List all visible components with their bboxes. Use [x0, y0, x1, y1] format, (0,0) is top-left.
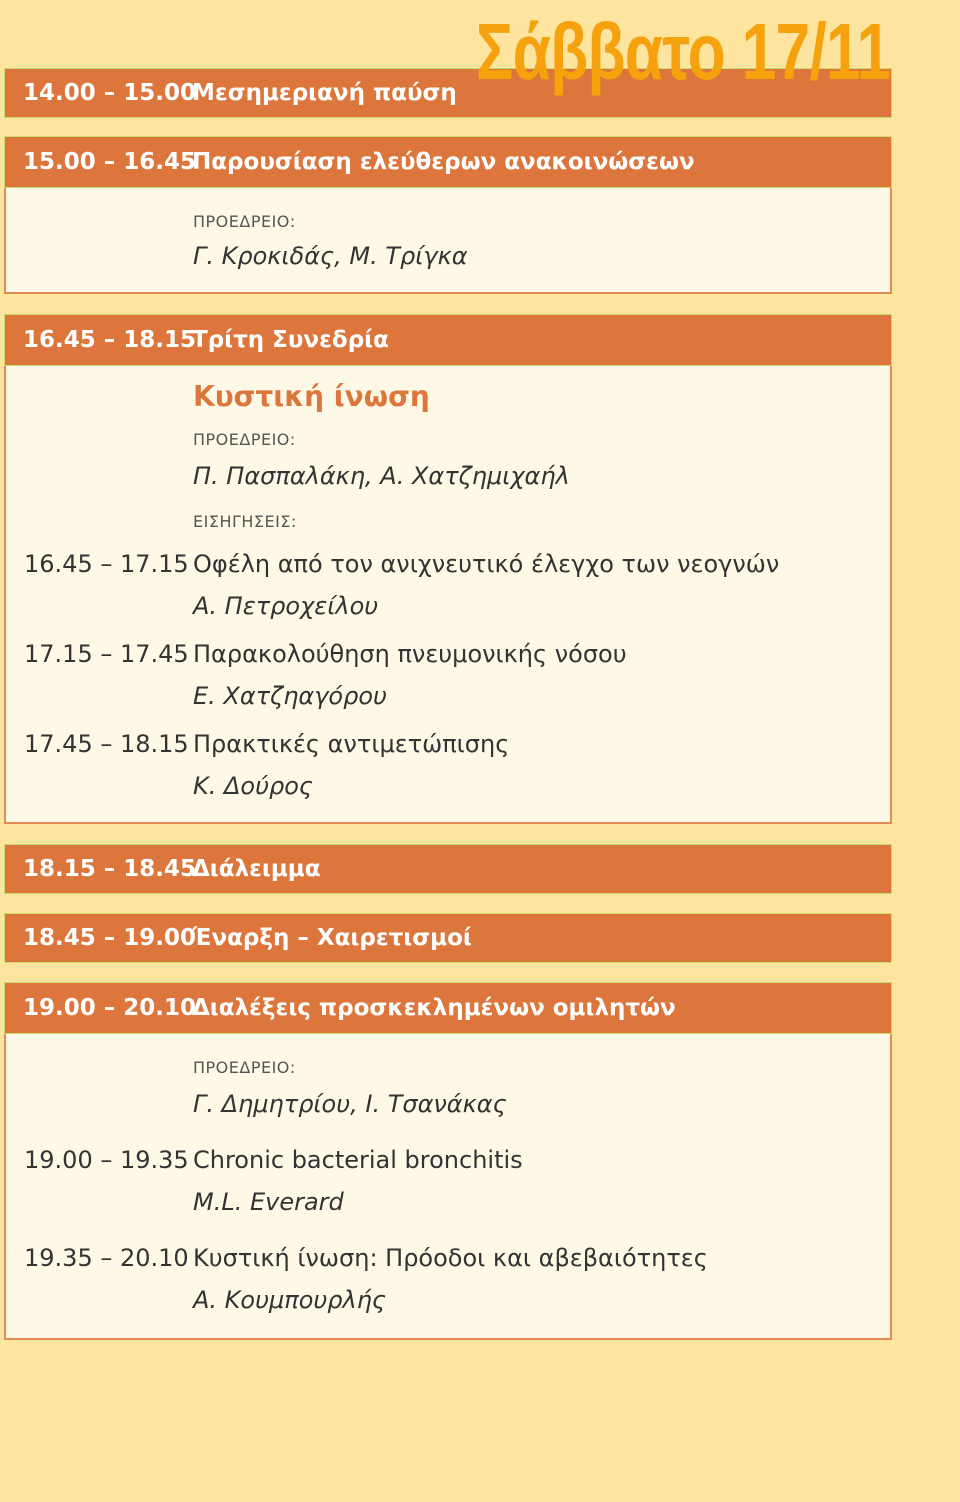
talk-time: 19.00 – 19.35: [24, 1146, 189, 1174]
schedule-bar-free-communications: [4, 136, 892, 188]
talk-speaker: Α. Πετροχείλου: [193, 592, 379, 620]
talk-speaker: Α. Κουμπουρλής: [193, 1286, 387, 1314]
bar-time: 14.00 – 15.00: [23, 80, 197, 106]
chair-label: ΠΡΟΕΔΡΕΙΟ:: [193, 212, 296, 231]
talk-title: Κυστική ίνωση: Πρόοδοι και αβεβαιότητες: [193, 1244, 708, 1272]
bar-label: Διάλειμμα: [192, 856, 321, 882]
talks-label: ΕΙΣΗΓΗΣΕΙΣ:: [193, 512, 297, 531]
chair-names: Π. Πασπαλάκη, Α. Χατζημιχαήλ: [193, 462, 570, 490]
bar-label: Τρίτη Συνεδρία: [192, 327, 389, 353]
talk-title: Οφέλη από τον ανιχνευτικό έλεγχο των νεογνών: [193, 550, 780, 578]
panel-third-session: [4, 366, 892, 824]
bar-time: 18.15 – 18.45: [23, 856, 197, 882]
bar-label: Διαλέξεις προσκεκλημένων ομιλητών: [192, 995, 676, 1021]
session-title: Κυστική ίνωση: [193, 380, 430, 413]
talk-speaker: M.L. Everard: [193, 1188, 344, 1216]
bar-label: Παρουσίαση ελεύθερων ανακοινώσεων: [192, 149, 695, 175]
talk-speaker: Κ. Δούρος: [193, 772, 313, 800]
talk-time: 17.45 – 18.15: [24, 730, 189, 758]
talk-title: Πρακτικές αντιμετώπισης: [193, 730, 510, 758]
panel-invited-lectures: [4, 1034, 892, 1340]
bar-time: 19.00 – 20.10: [23, 995, 197, 1021]
schedule-bar-break: [4, 844, 892, 894]
talk-time: 16.45 – 17.15: [24, 550, 189, 578]
chair-label: ΠΡΟΕΔΡΕΙΟ:: [193, 1058, 296, 1077]
chair-names: Γ. Κροκιδάς, Μ. Τρίγκα: [193, 242, 468, 270]
bar-label: Έναρξη – Χαιρετισμοί: [192, 925, 472, 951]
schedule-bar-opening: [4, 913, 892, 963]
day-title: Σάββατο 17/11: [475, 7, 890, 96]
bar-time: 18.45 – 19.00: [23, 925, 197, 951]
bar-time: 15.00 – 16.45: [23, 149, 197, 175]
bar-time: 16.45 – 18.15: [23, 327, 197, 353]
talk-speaker: Ε. Χατζηαγόρου: [193, 682, 387, 710]
schedule-bar-invited-lectures: [4, 982, 892, 1034]
talk-title: Παρακολούθηση πνευμονικής νόσου: [193, 640, 627, 668]
bar-label: Μεσημεριανή παύση: [192, 80, 457, 106]
panel-free-communications: [4, 188, 892, 294]
schedule-bar-third-session: [4, 314, 892, 366]
talk-time: 17.15 – 17.45: [24, 640, 189, 668]
talk-time: 19.35 – 20.10: [24, 1244, 189, 1272]
chair-names: Γ. Δημητρίου, Ι. Τσανάκας: [193, 1090, 507, 1118]
talk-title: Chronic bacterial bronchitis: [193, 1146, 523, 1174]
chair-label: ΠΡΟΕΔΡΕΙΟ:: [193, 430, 296, 449]
